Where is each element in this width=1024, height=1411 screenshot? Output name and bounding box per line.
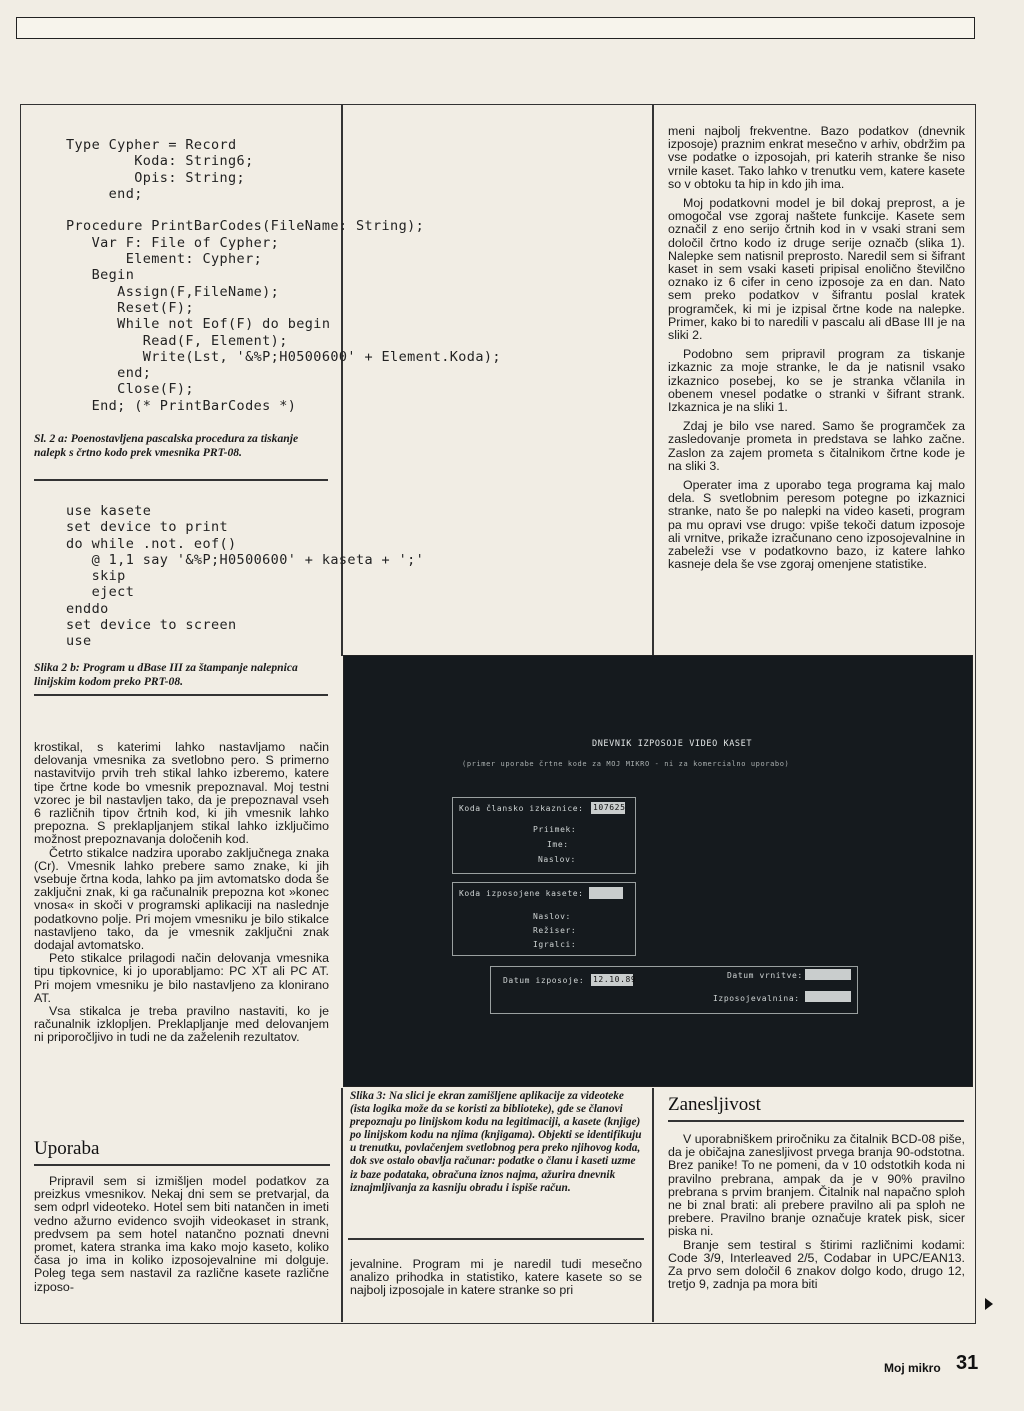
- paragraph: Operater ima z uporabo tega programa kaj malo dela. S svetlobnim peresom potegne po izkaznici stranke, nato še po nalepki na video kaseti, program pa mu opravi vse drugo: vpiše tekoči datum izposoje ali vrnitve, prikaže izračunano ceno izposojevalnine in zabeleži vse v podatkovno bazo, iz katere lahko kasneje dela še vse zgoraj omenjene statistike.: [668, 478, 965, 572]
- column-divider-right-top: [652, 104, 654, 656]
- screen-caption: Slika 3: Na slici je ekran zamišljene aplikacije za videoteke (ista logika može da se koristi za biblioteke), gde se članovi prepoznaju po linijskom kodu na legitimaciji, a kasete (knjige) po linijskom kodu na njima (knjigama). Objekti se identifikuju u trenutku, povlačenjem svetlobnog pera preko njihovog koda, dok sve ostalo obavlja računar: podatke o članu i kaseti uzme iz baze podataka, obračuna iznos najma, ažurira dnevnik iznajmljivanja za kasniju obradu i ispiše račun.: [350, 1090, 642, 1194]
- member-surname-label: Priimek:: [533, 825, 577, 834]
- uporaba-column: [34, 1175, 329, 1294]
- cassette-code-field[interactable]: [589, 887, 623, 899]
- dbase-listing: use kasete set device to print do while .not. eof() @ 1,1 say '&%P;H0500600' + kaseta + ';' skip eject enddo set device to screen use: [66, 503, 425, 650]
- right-column: [668, 125, 965, 572]
- paragraph: Peto stikalce prilagodi način delovanja vmesnika tipu tipkovnice, ki jo uporabljamo: PC XT ali PC AT. Pri mojem vmesniku je bilo nastavljeno za klonirano AT.: [34, 951, 329, 1005]
- member-code-field[interactable]: 107625: [593, 803, 626, 812]
- paragraph: V uporabniškem priročniku za čitalnik BCD-08 piše, da je običajna zanesljivost prvega branja 90-odstotna. Brez panike! To ne pomeni, da v 10 odstotkih koda ni pravilno prebrana, ampak da je v 90% pravilno prebrana s prvim branjem. Čitalnik nal napačno sploh ne bi znal brati: ali prebere pravilno ali pa sploh ne prebere. Pravilno branje označuje kratek pisk, sicer piska ni.: [668, 1132, 965, 1239]
- cassette-code-label: Koda izposojene kasete:: [459, 889, 584, 898]
- cassette-director-label: Režiser:: [533, 926, 577, 935]
- paragraph: meni najbolj frekventne. Bazo podatkov (dnevnik izposoje) praznim enkrat mesečno v arhiv, obdržim pa vse podatke o izposojah, pri katerih stranke še niso vrnile kaset. Tako lahko v trenutku vem, katere kasete so v obtoku ta hip in kdo jih ima.: [668, 124, 965, 191]
- section-heading-uporaba: Uporaba: [34, 1138, 100, 1159]
- rental-box: [490, 966, 858, 1014]
- pascal-caption: Sl. 2 a: Poenostavljena pascalska procedura za tiskanje nalepk s črtno kodo prek vmesnika PRT-08.: [34, 432, 299, 459]
- column-divider-left-bottom: [341, 1088, 343, 1322]
- screen-subtitle: (primer uporabe črtne kode za MOJ MIKRO - ni za komercialno uporabo): [462, 760, 790, 768]
- top-bar: [16, 17, 975, 39]
- screen-photo: [343, 655, 973, 1087]
- member-name-label: Ime:: [547, 840, 569, 849]
- dbase-caption: Slika 2 b: Program u dBase III za štampanje nalepnica linijskim kodom preko PRT-08.: [34, 661, 298, 688]
- return-date-label: Datum vrnitve:: [727, 971, 803, 980]
- paragraph: Zdaj je bilo vse nared. Samo še programček za zasledovanje prometa in predstava se lahko začne. Zaslon za zajem prometa s čitalnikom črtne kode je na sliki 3.: [668, 419, 965, 473]
- paragraph: krostikal, s katerimi lahko nastavljamo način delovanja vmesnika za svetlobno pero. S primerno nastavitvijo prvih treh stikal lahko izberemo, katere tipe črtne kode bo vmesnik prepoznaval. Moj testni vzorec je bil nastavljen tako, da je prepoznaval vseh 6 različnih tipov črtnih kod, ki jih vmesnik lahko prepozna. S preklapljanjem stikal lahko izključimo možnost prepoznavanja določenih kod.: [34, 740, 329, 847]
- screen-title: DNEVNIK IZPOSOJE VIDEO KASET: [592, 739, 753, 749]
- magazine-name: Moj mikro: [884, 1361, 941, 1375]
- fee-field[interactable]: [805, 991, 851, 1002]
- cassette-actors-label: Igralci:: [533, 940, 577, 949]
- paragraph: Četrto stikalce nadzira uporabo zaključnega znaka (Cr). Vmesnik lahko prebere samo znake, ki jih vsebuje črtna koda, lahko pa jim avtomatsko doda še zaključni znak, ki ga računalnik prepozna kot »konec vnosa« in skoči v programski aplikaciji na naslednje podatkovno polje. Pri mojem vmesniku je bilo stikalce nastavljeno tako, da je vmesnik zaključni znak dodajal avtomatsko.: [34, 845, 329, 953]
- caption-rule-b: [34, 694, 328, 696]
- return-date-field[interactable]: [805, 969, 851, 980]
- member-address-label: Naslov:: [538, 855, 576, 864]
- zanesljivost-column: [668, 1133, 965, 1291]
- caption-rule-c: [348, 1238, 644, 1240]
- paragraph: Moj podatkovni model je bil dokaj preprost, a je omogočal vse zgoraj naštete funkcije. Kasete sem označil z eno serijo črtnih kod in v vsaki strani sem določil črtno kodo iz druge serije označb (slika 1). Nalepke sem natisnil preprosto. Naredil sem si šifrant kaset in sem vsaki kaseti pripisal enolično številčno oznako iz 6 cifer in ceno izposoje za en dan. Nato sem preko podatkov v šifrantu poslal kratek programček, ki mi je izpisal črtne kode na nalepke. Primer, kako bi to naredili v pascalu ali dBase III je na sliki 2.: [668, 196, 965, 343]
- middle-column-bottom: [350, 1258, 642, 1298]
- cassette-title-label: Naslov:: [533, 912, 571, 921]
- paragraph: Branje sem testiral s štirimi različnimi kodami: Code 3/9, Interleaved 2/5, Codabar in UPC/EAN13. Za prvo sem določil 6 znakov dolgo kodo, drugo 12, tretjo 9, zadnja pa mora biti: [668, 1237, 965, 1292]
- pascal-listing: Type Cypher = Record Koda: String6; Opis: String; end; Procedure PrintBarCodes(FileName: String); Var F: File of Cypher; Element: Cypher; Begin Assign(F,FileName); Reset(F); While not Eof(F) do begin Read(F, Element); Write(Lst, '&%P;H0500600' + Element.Koda); end; Close(F); End; (* PrintBarCodes *): [66, 137, 501, 414]
- member-box: [452, 797, 636, 874]
- left-column: [34, 741, 329, 1045]
- heading-rule: [668, 1120, 964, 1122]
- caption-rule-a: [34, 479, 328, 481]
- heading-rule: [34, 1164, 330, 1166]
- continue-arrow-icon: [985, 1298, 993, 1310]
- rental-date-label: Datum izposoje:: [503, 976, 585, 985]
- section-heading-zanesljivost: Zanesljivost: [668, 1094, 761, 1115]
- rental-date-field[interactable]: 12.10.89: [593, 975, 637, 984]
- cassette-box: [452, 882, 636, 956]
- member-code-label: Koda člansko izkaznice:: [459, 804, 584, 813]
- fee-label: Izposojevalnina:: [713, 994, 800, 1003]
- paragraph: Podobno sem pripravil program za tiskanje izkaznic za moje stranke, le da je natisnil vsako izkaznico posebej, ko se je stranka včlanila in obenem vnesel podatke o stranki v šifrant strank. Izkaznica je na sliki 1.: [668, 347, 965, 415]
- paragraph: Vsa stikalca je treba pravilno nastaviti, ko je računalnik izklopljen. Preklapljanje med delovanjem ni priporočljivo in tudi ne da zaželenih rezultatov.: [34, 1004, 329, 1045]
- paragraph: jevalnine. Program mi je naredil tudi mesečno analizo prihodka in statistiko, katere kasete so se najbolj izposojale in katere stranke so pri: [350, 1257, 642, 1298]
- column-divider-right-bottom: [652, 1088, 654, 1322]
- page-number: 31: [956, 1352, 979, 1374]
- paragraph: Pripravil sem si izmišljen model podatkov za preizkus vmesnikov. Nekaj dni sem se pretvarjal, da sem odprl videoteko. Hotel sem biti natančen in imeti vedno ažurno evidenco svojih videokaset in strank, predvsem pa sem hotel natančno poznati dnevni promet, katera stranka ima kako mojo kaseto, koliko časa jo ima in koliko izposojevalnine mi dolguje. Poleg tega sem nastavil za različne kasete različne izposo-: [34, 1174, 329, 1294]
